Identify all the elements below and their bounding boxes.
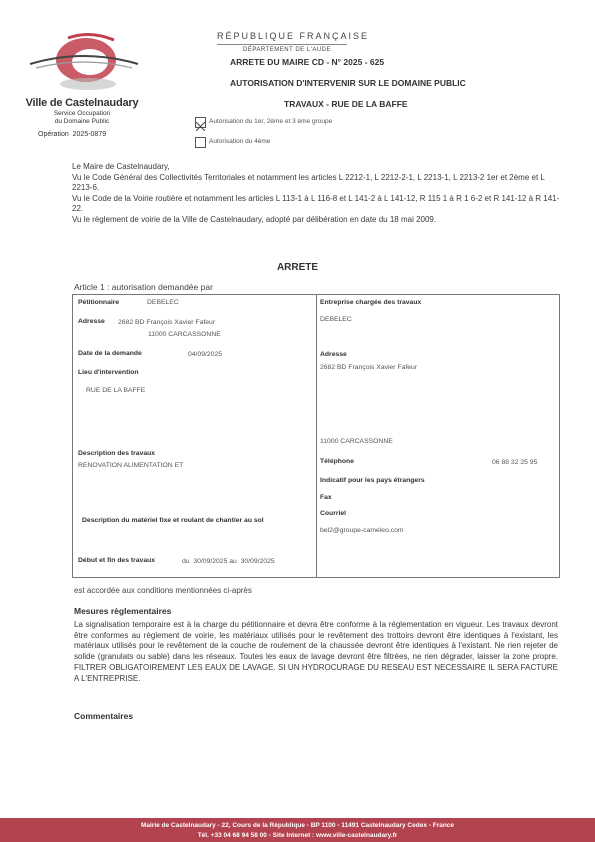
travaux-label: TRAVAUX -	[284, 99, 330, 109]
telephone-label: Téléphone	[320, 458, 354, 465]
header-divider	[217, 44, 347, 45]
date-demande-value: 04/09/2025	[188, 351, 223, 358]
operation-value: 2025-0879	[72, 131, 107, 138]
date-au-label: au	[229, 558, 237, 565]
adresse-line2: 11000 CARCASSONNE	[148, 331, 221, 338]
description-value: RENOVATION ALIMENTATION ET	[78, 462, 184, 469]
lieu-label: Lieu d'intervention	[78, 369, 139, 376]
travaux-street: RUE DE LA BAFFE	[331, 99, 408, 109]
arrete-heading: ARRETE	[276, 262, 319, 273]
description-label: Description des travaux	[78, 450, 156, 457]
entreprise-adresse-value: 2682 BD François Xavier Fafeur	[320, 364, 418, 371]
petitionnaire-value: DEBELEC	[147, 299, 179, 306]
checkbox-groupe-1-3-label: Autorisation du 1er, 2ème et 3 ème groupe	[209, 118, 333, 125]
adresse-line1: 2682 BD François Xavier Fafeur	[118, 319, 216, 326]
dates-value	[182, 558, 275, 565]
visa-line: Vu le règlement de voirie de la Ville de Castelnaudary, adopté par délibération en date du 18 mai 2009.	[72, 214, 437, 224]
visas-text	[72, 162, 562, 226]
indicatif-label: Indicatif pour les pays étrangers	[320, 477, 425, 484]
departement: DÉPARTEMENT DE L'AUDE	[243, 47, 331, 53]
adresse-label: Adresse	[78, 318, 105, 325]
checkbox-groupe-4-label: Autorisation du 4ème	[209, 138, 271, 145]
footer-address: Mairie de Castelnaudary - 22, Cours de la République - BP 1100 - 11491 Castelnaudary Cedex - France	[140, 822, 455, 829]
entreprise-value: DEBELEC	[320, 316, 352, 323]
entreprise-label: Entreprise chargée des travaux	[320, 299, 422, 306]
visa-line: Vu le Code Général des Collectivités Territoriales et notamment les articles L 2212-1, L 2212-2-1, L 2213-1, L 2213-2 1er et 2ème et L 2213-6.	[72, 172, 545, 193]
petitionnaire-label: Pétitionnaire	[78, 299, 120, 306]
courriel-label: Courriel	[320, 510, 347, 517]
travaux-title	[284, 99, 408, 109]
logo-service-name	[22, 110, 142, 126]
entreprise-adresse-label: Adresse	[320, 351, 347, 358]
courriel-value: bel2@groupe-cameleo.com	[320, 527, 404, 534]
checkbox-groupe-4[interactable]	[195, 137, 206, 148]
form-column-divider	[316, 294, 317, 578]
telephone-value: 06 88 32 25 95	[492, 459, 538, 466]
footer-contact: Tél. +33 04 68 94 58 00 - Site Internet : www.ville-castelnaudary.fr	[197, 832, 398, 839]
article-1: Article 1 : autorisation demandée par	[74, 282, 213, 292]
operation-number	[38, 131, 106, 138]
arrete-number: ARRETE DU MAIRE CD - N° 2025 - 625	[230, 57, 385, 67]
city-logo	[28, 26, 140, 96]
logo-city-name: Ville de Castelnaudary	[25, 97, 139, 109]
date-debut: 30/09/2025	[193, 558, 228, 565]
fax-label: Fax	[320, 494, 332, 501]
entreprise-ville: 11000 CARCASSONNE	[320, 438, 393, 445]
authorisation-title: AUTORISATION D'INTERVENIR SUR LE DOMAINE PUBLIC	[230, 78, 466, 88]
conditions-text: est accordée aux conditions mentionnées ci-après	[74, 586, 252, 595]
operation-label: Opération	[38, 131, 69, 138]
commentaires-heading: Commentaires	[74, 711, 134, 721]
date-fin: 30/09/2025	[240, 558, 275, 565]
visa-line: Vu le Code de la Voirie routière et notamment les articles L 113-1 à L 116-8 et L 141-2 à L 141-12, R 115 1 à R 1 6-2 et R 141-12 à R 141-22.	[72, 193, 560, 214]
date-demande-label: Date de la demande	[78, 350, 142, 357]
visa-line: Le Maire de Castelnaudary,	[72, 162, 170, 171]
materiel-label: Description du matériel fixe et roulant de chantier au sol	[82, 517, 264, 524]
dates-label: Début et fin des travaux	[78, 557, 156, 564]
check-cross-icon	[196, 122, 205, 131]
lieu-value: RUE DE LA BAFFE	[86, 387, 146, 394]
checkbox-groupe-1-3[interactable]	[195, 117, 206, 128]
republique-francaise: RÉPUBLIQUE FRANÇAISE	[217, 31, 370, 41]
mesures-heading: Mesures règlementaires	[74, 606, 172, 616]
logo-service-line2: du Domaine Public	[54, 118, 110, 125]
date-du-label: du	[182, 558, 190, 565]
mesures-text: La signalisation temporaire est à la charge du pétitionnaire et devra être conforme à la réglementation en vigueur. Les travaux devront être conformes au règlement de voirie, les matériaux utilisés pour le revêtement des trottoirs devront être identiques à l'existant, les matériaux utilisés pour le revêtement de la couche de roulement de la chaussée devront être identiques à l'existant. Ne rien rejeter de solide (granulats ou sable) dans les réseaux. Toutes les eaux de lavage devront être filtrées, ne rien dégrader, laisser la zone propre. FILTRER OBLIGATOIREMENT LES EAUX DE LAVAGE. SI UN HYDROCURAGE DU RESEAU EST NECESSAIRE IL SERA FACTURE A L'ENTREPRISE.	[74, 620, 558, 683]
logo-service-line1: Service Occupation	[53, 110, 111, 117]
